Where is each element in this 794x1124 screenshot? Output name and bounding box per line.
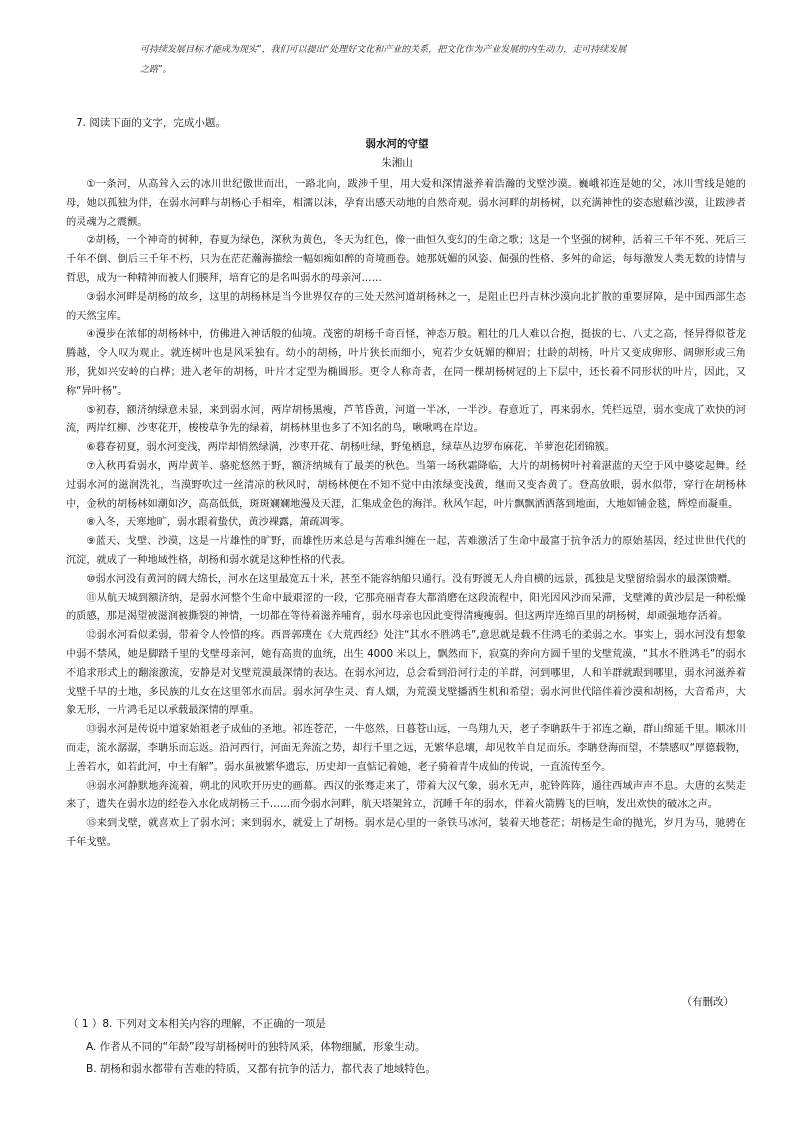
sub-question-label: （ 1 ）8. 下列对文本相关内容的理解，不正确的一项是 xyxy=(68,1018,326,1030)
article-paragraph: ⑩弱水河没有黄河的阔大绵长，河水在这里最宽五十米，甚至不能容纳船只通行。没有野渡无人舟自横的远景，孤独是戈壁留给弱水的最深馈赠。 xyxy=(86,573,738,585)
article-paragraph: ①一条河，从高耸入云的冰川世纪傲世而出，一路北向，跋涉千里，用大爱和深情滋养着浩瀚的戈壁沙漠。巍峨祁连是她的父，冰川雪线是她的母，她以孤独为伴，在弱水河畔与胡杨心手相牵，相濡以沫，孕育出感天动地的自然奇观。弱水河畔的胡杨树，以充满神性的姿态慰藉沙漠，让跋涉者的灵魂为之震颤。 xyxy=(66,179,746,228)
article-paragraph: ⑧入冬，天寒地旷，弱水跟着蛰伏，黄沙裸露，萧疏凋零。 xyxy=(86,517,351,529)
previous-answer-line-2: 之路”。 xyxy=(140,65,172,75)
article-title: 弱水河的守望 xyxy=(365,138,429,150)
article-paragraph: ⑦入秋再看弱水，两岸黄羊、骆驼悠然于野，额济纳城有了最美的秋色。当第一场秋霜降临，大片的胡杨树叶衬着湛蓝的天空于风中婆娑起舞。经过弱水河的滋润洗礼，当漠野吹过一丝清凉的秋风时，胡杨林便在不知不觉中由浓绿变浅黄，继而又变杏黄了。登高放眼，弱水似带，穿行在胡杨林中，金秋的胡杨林如潮如汐，高高低低，斑斑斓斓地漫及天涯，汇集成金色的海洋。秋风乍起，叶片飘飘洒洒落到地面，大地如铺金毯，辉煌而凝重。 xyxy=(66,460,746,510)
previous-answer-line-1: 可持续发展目标才能成为现实”，我们可以提出“处理好文化和产业的关系，把文化作为产业发展的内生动力，走可持续发展 xyxy=(140,45,627,55)
article-paragraph: ②胡杨，一个神奇的树种，春夏为绿色，深秋为黄色，冬天为红色，像一曲恒久变幻的生命之歌；这是一个坚强的树种，活着三千年不死、死后三千年不倒、倒后三千年不朽，只为在茫茫瀚海描绘一幅如痴如醉的奇境画卷。她那妩媚的风姿、倔强的性格、多舛的命运，每每激发人类无数的诗情与哲思，成为一种精神而被人们膜拜，培育它的是名叫弱水的母亲河…… xyxy=(66,235,746,284)
article-paragraph: ⑪从航天城到额济纳，是弱水河整个生命中最艰涩的一段，它那亮丽青春大都消磨在这段流程中，阳光因风沙而呆滞，戈壁滩的黄沙层是一种松燥的质感，那是渴望被滋润被撕裂的神情，一切都在等待着滋养哺育，弱水母亲也因此变得清瘦瘦弱。但这两岸连绵百里的胡杨树，却顽强地存活着。 xyxy=(66,592,746,623)
article-paragraph: ⑤初春，额济纳绿意未显，来到弱水河，两岸胡杨黑瘦，芦苇昏黄，河道一半冰，一半沙。春意近了，再来弱水，凭栏远望，弱水变成了欢快的河流，两岸红柳、沙枣花开，梭梭草争先的绿着，胡杨林里也多了不知名的鸟，啾啾鸣在岸边。 xyxy=(66,404,746,435)
article-body xyxy=(66,176,746,853)
revision-note: （有删改） xyxy=(681,996,734,1008)
question-prompt: 7. 阅读下面的文字，完成小题。 xyxy=(76,117,226,129)
article-author: 朱湘山 xyxy=(381,157,413,169)
answer-option-a[interactable]: A. 作者从不同的“年龄”段写胡杨树叶的独特风采，体物细腻，形象生动。 xyxy=(86,1041,426,1053)
article-paragraph: ⑮来到戈壁，就喜欢上了弱水河；来到弱水，就爱上了胡杨。弱水是心里的一条铁马冰河，装着天地苍茫；胡杨是生命的抛光，岁月为马，驰骋在千年戈壁。 xyxy=(66,818,746,848)
article-paragraph: ④漫步在浓郁的胡杨林中，仿佛进入神话般的仙境。茂密的胡杨千奇百怪，神态万般。粗壮的几人难以合抱，挺拔的七、八丈之高，怪异得似苍龙腾越，令人叹为观止。就连树叶也是风采独有。幼小的胡杨，叶片狭长而细小，宛若少女妩媚的柳眉；壮龄的胡杨，叶片又变成卵形、阔卵形或三角形，犹如兴安岭的白桦；进入老年的胡杨，叶片才定型为椭圆形。更令人称奇者，在同一棵胡杨树冠的上下层中，还长着不同形状的叶片，因此，又称“异叶杨”。 xyxy=(66,329,746,397)
article-paragraph: ⑥暮春初夏，弱水河变浅，两岸却悄然绿满，沙枣开花、胡杨吐绿，野兔栖息，绿草丛边罗布麻花、羊萝泡花团锦簇。 xyxy=(86,442,616,454)
article-paragraph: ⑫弱水河看似柔弱，带着令人怜惜的疼。西晋郭璞在《大荒西经》处注“其水不胜鸿毛”,意思就是载不住鸿毛的柔弱之水。事实上，弱水河没有想象中弱不禁风，她是脚踏千里的戈壁母亲河，她有高贵的血统，出生 4000 米以上，飘然而下，寂寞的奔向方圆千里的戈壁荒漠，“其水不胜鸿毛”的弱水不追求形式上的翻滚激流，安静是对戈壁荒漠最深情的表达。在弱水河边，总会看到沿河行走的羊群，河到哪里，人和羊群就跟到哪里，弱水河滋养着戈壁千早的土地，多民族的儿女在这里邻水而居。弱水河孕生灵、育人烟，为荒漠戈壁播洒生机和希望；弱水河世代陪伴着沙漠和胡杨，大音希声，大象无形，一片鸿毛足以承载最深情的厚重。 xyxy=(66,630,746,717)
answer-option-b[interactable]: B. 胡杨和弱水都带有苦难的特质，又都有抗争的活力，都代表了地域特色。 xyxy=(86,1063,436,1075)
article-paragraph: ③弱水河畔是胡杨的故乡，这里的胡杨林是当今世界仅存的三处天然河道胡杨林之一，是阻止巴丹吉林沙漠向北扩散的重要屏障，是中国西部生态的天然宝库。 xyxy=(66,291,746,322)
article-paragraph: ⑨蓝天、戈壁、沙漠，这是一片雄性的旷野，而雄性历来总是与苦难纠缠在一起，苦难激活了生命中最富于抗争活力的原始基因，经过世世代代的沉淀，就成了一种地域性格，胡杨和弱水就是这种性格的代表。 xyxy=(66,536,746,566)
article-paragraph: ⑬弱水河是传说中道家始祖老子成仙的圣地。祁连苍茫，一牛悠然，日暮苍山远，一鸟翔九天，老子李聃跃牛于祁连之巅，群山绵延千里。顺冰川而走，流水潺潺，李聃乐而忘返。沿河西行，河面无奔流之势，却行千里之远，无繁华息壤，却见牧羊自足而乐。李聃登海而望，不禁感叹“厚德载物，上善若水，如若此河，中土有解”。弱水虽被繁华遗忘，历史却一直惦记着她，老子骑着青牛成仙的传说，一直流传至今。 xyxy=(66,724,746,773)
article-paragraph: ⑭弱水河静默地奔流着，朔北的风吹开历史的画幕。西汉的张骞走来了，带着大汉气象，弱水无声，驼铃阵阵，通往西域声声不息。大唐的玄奘走来了，遗失在弱水边的经卷入水化成胡杨三千……而今弱水河畔，航天塔架耸立，沉睡千年的弱水，伴着火箭腾飞的巨响，发出欢快的破冰之声。 xyxy=(66,780,746,811)
previous-answer-note xyxy=(140,40,740,80)
